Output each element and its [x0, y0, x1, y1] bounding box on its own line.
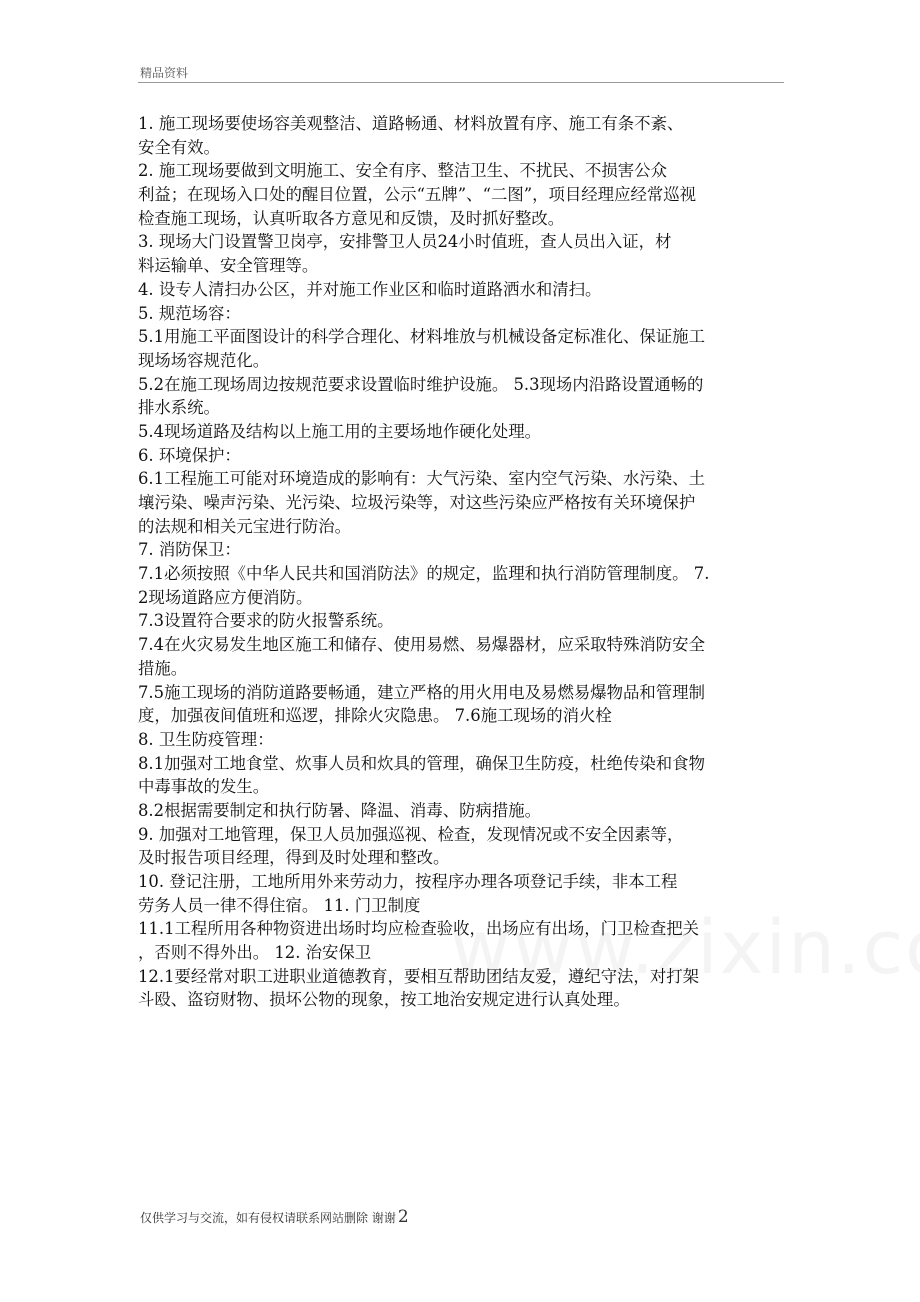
body-line: ，否则不得外出。 12. 治安保卫 — [138, 943, 372, 963]
footer-note: 仅供学习与交流，如有侵权请联系网站删除 谢谢 — [140, 1211, 396, 1225]
body-line: 料运输单、安全管理等。 — [138, 256, 319, 276]
body-line: 7. 消防保卫： — [138, 540, 241, 560]
body-line: 11.1工程所用各种物资进出场时均应检查验收，出场应有出场，门卫检查把关 — [138, 919, 699, 939]
body-line: 7.3设置符合要求的防火报警系统。 — [138, 611, 394, 631]
body-line: 排水系统。 — [138, 398, 220, 418]
body-line: 利益；在现场入口处的醒目位置，公示“五牌”、“二图”，项目经理应经常巡视 — [138, 185, 697, 205]
footer — [140, 1207, 409, 1227]
body-line: 措施。 — [138, 658, 188, 678]
page-number: 2 — [397, 1207, 409, 1227]
body-line: 4. 设专人清扫办公区，并对施工作业区和临时道路洒水和清扫。 — [138, 279, 602, 299]
body-line: 劳务人员一律不得住宿。 11. 门卫制度 — [138, 895, 421, 915]
body-line: 12.1要经常对职工进职业道德教育，要相互帮助团结友爱，遵纪守法，对打架 — [138, 966, 699, 986]
header-divider — [138, 82, 784, 83]
body-line: 3. 现场大门设置警卫岗亭，安排警卫人员24小时值班，查人员出入证，材 — [138, 232, 672, 252]
body-line: 6.1工程施工可能对环境造成的影响有：大气污染、室内空气污染、水污染、土 — [138, 469, 705, 489]
body-line: 7.1必须按照《中华人民共和国消防法》的规定，监理和执行消防管理制度。 7. — [138, 564, 710, 584]
body-line: 5.4现场道路及结构以上施工用的主要场地作硬化处理。 — [138, 421, 542, 441]
body-line: 8.2根据需要制定和执行防暑、降温、消毒、防病措施。 — [138, 800, 542, 820]
body-line: 及时报告项目经理，得到及时处理和整改。 — [138, 848, 450, 868]
body-line: 5.1用施工平面图设计的科学合理化、材料堆放与机械设备定标准化、保证施工 — [138, 327, 705, 347]
body-line: 5.2在施工现场周边按规范要求设置临时维护设施。 5.3现场内沿路设置通畅的 — [138, 374, 704, 394]
body-line: 8.1加强对工地食堂、炊事人员和炊具的管理，确保卫生防疫，杜绝传染和食物 — [138, 753, 705, 773]
body-line: 中毒事故的发生。 — [138, 777, 270, 797]
body-line: 安全有效。 — [138, 137, 220, 157]
body-line: 斗殴、盗窃财物、损坏公物的现象，按工地治安规定进行认真处理。 — [138, 990, 630, 1010]
body-line: 1. 施工现场要使场容美观整洁、道路畅通、材料放置有序、施工有条不紊、 — [138, 114, 684, 133]
body-line: 7.5施工现场的消防道路要畅通，建立严格的用火用电及易燃易爆物品和管理制 — [138, 682, 705, 702]
document-body — [138, 112, 788, 1012]
body-line: 9. 加强对工地管理，保卫人员加强巡视、检查，发现情况或不安全因素等， — [138, 824, 684, 844]
body-line: 6. 环境保护： — [138, 445, 241, 465]
body-line: 8. 卫生防疫管理： — [138, 729, 274, 749]
body-line: 现场场容规范化。 — [138, 350, 270, 370]
body-line: 的法规和相关元宝进行防治。 — [138, 516, 352, 536]
watermark — [450, 905, 920, 991]
body-line: 5. 规范场容： — [138, 303, 241, 323]
body-line: 壤污染、噪声污染、光污染、垃圾污染等，对这些污染应严格按有关环境保护 — [138, 493, 696, 512]
body-line: 10. 登记注册，工地所用外来劳动力，按程序办理各项登记手续，非本工程 — [138, 872, 678, 891]
header-label: 精品资料 — [140, 66, 189, 80]
body-line: 检查施工现场，认真听取各方意见和反馈，及时抓好整改。 — [138, 208, 565, 228]
body-line: 2. 施工现场要做到文明施工、安全有序、整洁卫生、不扰民、不损害公众 — [138, 161, 667, 181]
body-line: 2现场道路应方便消防。 — [138, 587, 313, 607]
body-line: 度，加强夜间值班和巡逻，排除火灾隐患。 7.6施工现场的消火栓 — [138, 706, 612, 726]
body-line: 7.4在火灾易发生地区施工和储存、使用易燃、易爆器材，应采取特殊消防安全 — [138, 635, 705, 655]
